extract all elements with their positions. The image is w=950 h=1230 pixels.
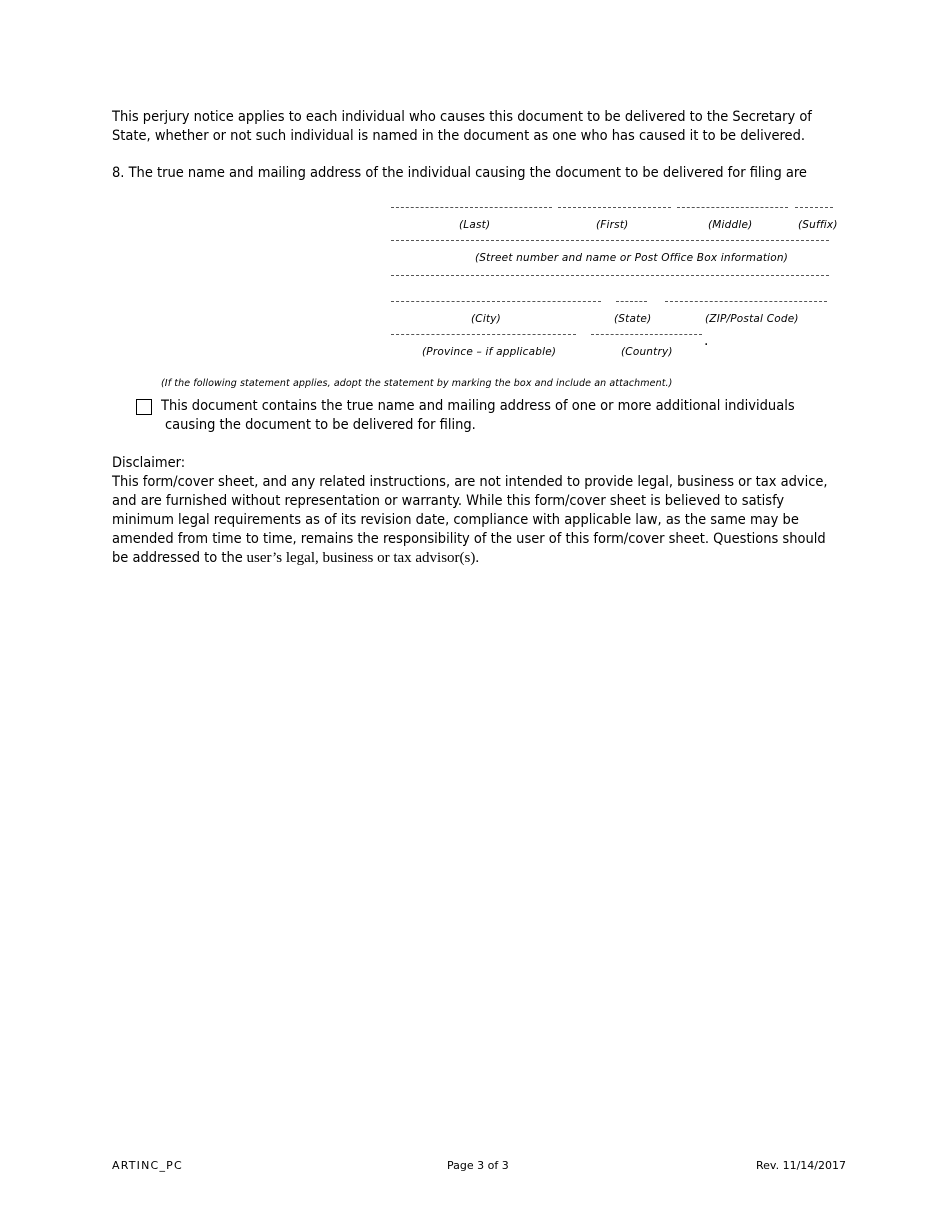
city-field[interactable] xyxy=(391,301,601,302)
middle-name-field[interactable] xyxy=(677,207,788,208)
country-label: (Country) xyxy=(621,346,673,358)
perjury-notice: This perjury notice applies to each individual who causes this document to be delivered to the Secretary of State, whether or not such individual is named in the document as one who has caused it to be delivered. xyxy=(112,109,812,144)
first-label: (First) xyxy=(596,219,629,231)
state-label: (State) xyxy=(614,313,652,325)
zip-label: (ZIP/Postal Code) xyxy=(705,313,799,325)
suffix-field[interactable] xyxy=(795,207,833,208)
last-name-field[interactable] xyxy=(391,207,552,208)
checkbox-statement-line2: causing the document to be delivered for filing. xyxy=(165,417,476,433)
province-field[interactable] xyxy=(391,334,576,335)
street-label: (Street number and name or Post Office Box information) xyxy=(475,252,789,264)
city-label: (City) xyxy=(471,313,501,325)
state-field[interactable] xyxy=(616,301,647,302)
middle-label: (Middle) xyxy=(708,219,753,231)
additional-individuals-checkbox[interactable] xyxy=(136,399,152,415)
disclaimer-body-main: This form/cover sheet, and any related instructions, are not intended to provide legal, business or tax advice, and are furnished without representation or warranty. While this form/cover sheet is believed to satisfy minimum legal requirements as of its revision date, compliance with applicable law, as the same may be amended from time to time, remains the responsibility of the user of this form/cover sheet. Questions should be addressed to the xyxy=(112,474,828,566)
disclaimer-heading: Disclaimer: xyxy=(112,455,186,471)
street-address-line2-field[interactable] xyxy=(391,275,829,276)
footer-revision: Rev. 11/14/2017 xyxy=(756,1159,846,1172)
zip-field[interactable] xyxy=(665,301,827,302)
checkbox-statement-line1: This document contains the true name and mailing address of one or more additional individuals xyxy=(161,398,795,414)
first-name-field[interactable] xyxy=(558,207,671,208)
suffix-label: (Suffix) xyxy=(798,219,838,231)
street-address-field[interactable] xyxy=(391,240,829,241)
disclaimer-body-tail: user’s legal, business or tax advisor(s). xyxy=(242,550,480,566)
disclaimer-body xyxy=(112,473,832,568)
last-label: (Last) xyxy=(459,219,491,231)
item-8-instruction: 8. The true name and mailing address of the individual causing the document to be delivered for filing are xyxy=(112,165,807,181)
attachment-note: (If the following statement applies, adopt the statement by marking the box and include an attachment.) xyxy=(161,378,673,389)
field-period: . xyxy=(704,333,709,349)
province-label: (Province – if applicable) xyxy=(422,346,557,358)
country-field[interactable] xyxy=(591,334,702,335)
footer-form-id: ARTINC_PC xyxy=(112,1159,183,1172)
footer-page-number: Page 3 of 3 xyxy=(447,1159,509,1172)
